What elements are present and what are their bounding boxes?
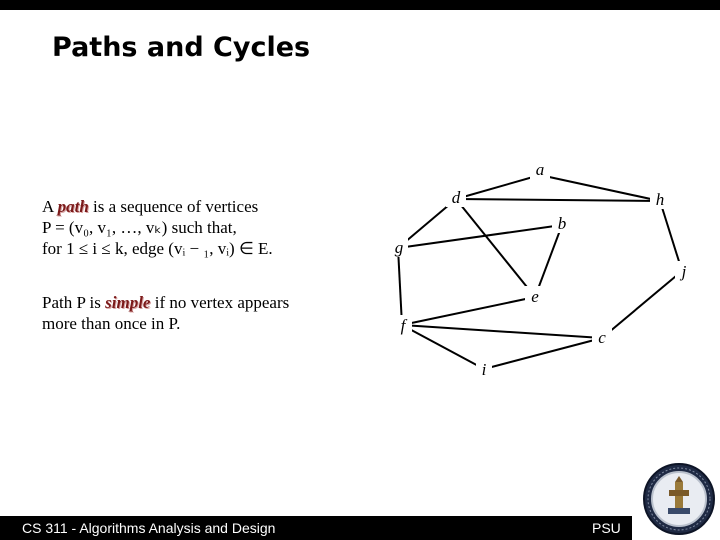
svg-text:g: g [394, 238, 404, 257]
edge-d-h [456, 199, 660, 201]
svg-text:a: a [535, 160, 545, 179]
simple-path-definition-line-1: Path P is simple if no vertex appears [42, 293, 290, 312]
path-definition [42, 196, 273, 259]
edge-f-c [402, 325, 602, 338]
svg-text:b: b [557, 214, 567, 233]
path-definition-line-2: P = (v₀, v₁, …, vₖ) such that, [42, 218, 237, 237]
svg-text:j: j [681, 262, 687, 281]
vertex-j [675, 261, 693, 281]
edge-h-j [660, 201, 682, 271]
edge-j-c [602, 271, 682, 338]
edge-f-e [402, 297, 535, 325]
footer-bar [0, 516, 632, 540]
svg-text:i: i [481, 360, 487, 379]
institution-name: PSU [592, 520, 621, 536]
vertex-h [650, 189, 670, 209]
edge-a-h [540, 175, 660, 201]
university-seal-logo [642, 462, 716, 536]
svg-text:d: d [451, 188, 461, 207]
svg-text:e: e [531, 287, 539, 306]
course-name: CS 311 - Algorithms Analysis and Design [22, 520, 276, 536]
top-bar [0, 0, 720, 10]
edge-i-c [484, 338, 602, 369]
graph-diagram [380, 145, 700, 385]
vertex-e [525, 286, 545, 306]
simple-path-definition [42, 292, 289, 334]
vertex-a [530, 159, 550, 179]
edge-f-i [402, 325, 484, 369]
vertex-c [592, 327, 612, 347]
vertex-d [446, 187, 466, 207]
slide-title: Paths and Cycles [52, 32, 311, 63]
svg-text:f: f [400, 316, 406, 335]
vertex-b [552, 213, 572, 233]
vertex-g [390, 237, 408, 257]
simple-path-definition-line-2: more than once in P. [42, 314, 181, 333]
edge-d-e [456, 199, 535, 297]
edge-g-f [398, 248, 402, 325]
svg-text:c: c [598, 328, 606, 347]
vertex-i [476, 359, 492, 379]
edge-a-d [456, 175, 540, 199]
vertex-f [394, 315, 412, 335]
term-path: path [57, 197, 89, 216]
path-definition-line-1: A path is a sequence of vertices [42, 197, 259, 216]
svg-text:h: h [655, 190, 665, 209]
term-simple: simple [105, 293, 151, 312]
path-definition-line-3: for 1 ≤ i ≤ k, edge (vᵢ − ₁, vᵢ) ∈ E. [42, 239, 273, 258]
